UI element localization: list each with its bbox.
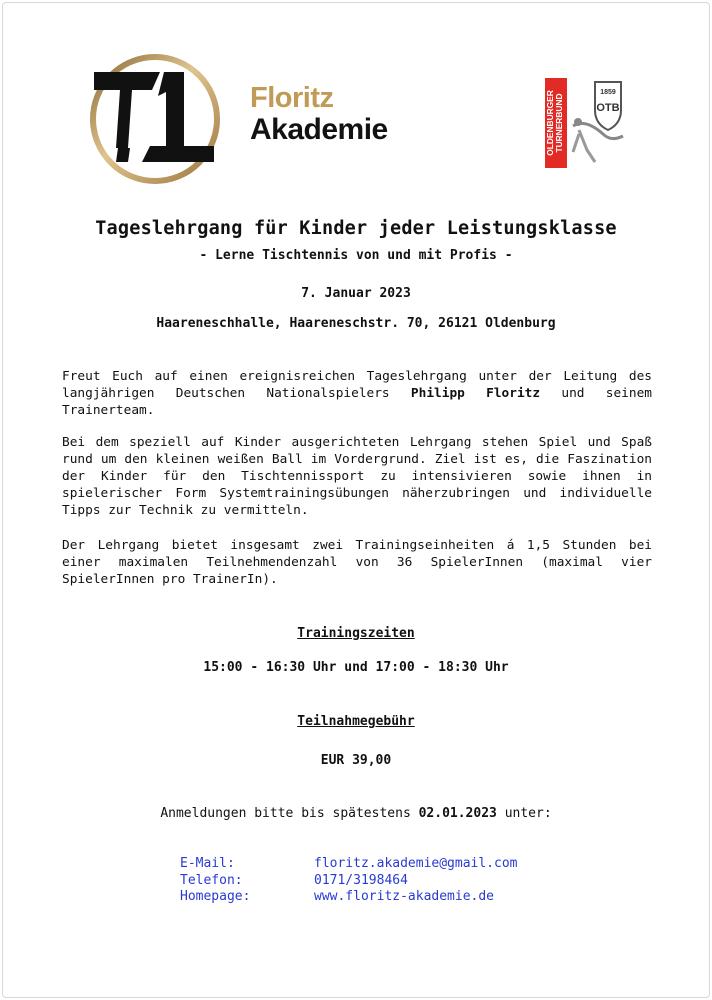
brand-name [250,84,388,145]
otb-letters: OTB [596,102,620,114]
floritz-t1-logo [88,52,222,186]
brand-line-2: Akademie [250,113,388,146]
fee-heading: Teilnahmegebühr [297,714,415,729]
otb-text-1: OLDENBURGER [545,90,555,156]
contact-homepage [180,889,518,906]
email-link[interactable]: floritz.akademie@gmail.com [314,856,518,871]
details-paragraph: Der Lehrgang bietet insgesamt zwei Trainingseinheiten á 1,5 Stunden bei einer maximalen Teilnehmendenzahl von 36 SpielerInnen (maximal vier SpielerInnen pro TrainerIn). [62,538,652,587]
event-venue: Haareneschhalle, Haareneschstr. 70, 26121 Oldenburg [156,316,556,331]
otb-text-2: TURNERBUND [554,93,564,153]
intro-paragraph [62,368,652,419]
phone-link[interactable]: 0171/3198464 [314,872,408,888]
registration-text: Anmeldungen bitte bis spätestens [160,806,419,821]
description-paragraph: Bei dem speziell auf Kinder ausgerichteten Lehrgang stehen Spiel und Spaß rund um den kleinen weißen Ball im Vordergrund. Ziel ist es, die Faszination der Kinder für den Tischtennissport zu intensivieren sowie ihnen in spielerischer Form Systemtrainingsübungen näherzubringen und individuelle Tipps zur Technik zu vermitteln. [62,435,652,518]
header [0,0,712,200]
event-title: Tageslehrgang für Kinder jeder Leistungsklasse [95,218,617,239]
coach-name: Philipp Floritz [410,386,541,401]
intro-text-start: Freut Euch auf einen ereignisreichen Tageslehrgang unter der Leitung des langjährigen Deutschen Nationalspielers [62,369,652,401]
contact-list [180,856,518,906]
training-times: 15:00 - 16:30 Uhr und 17:00 - 18:30 Uhr [203,660,509,675]
contact-label: E-Mail: [180,856,235,871]
contact-phone [180,873,518,890]
otb-logo [545,78,627,168]
otb-year: 1859 [600,89,616,96]
registration-suffix: unter: [496,806,552,821]
contact-label: Telefon: [180,872,243,888]
training-heading: Trainingszeiten [297,626,415,641]
intro-text-end: und seinem Trainerteam. [62,386,652,418]
contact-email [180,856,518,873]
registration-note [0,806,712,821]
event-subtitle: - Lerne Tischtennis von und mit Profis - [199,248,513,263]
event-date: 7. Januar 2023 [301,286,411,301]
brand-line-1: Floritz [250,82,334,114]
homepage-link[interactable]: www.floritz-akademie.de [314,889,495,904]
contact-label: Homepage: [180,889,251,904]
fee-amount: EUR 39,00 [320,753,392,768]
registration-deadline: 02.01.2023 [418,806,497,821]
